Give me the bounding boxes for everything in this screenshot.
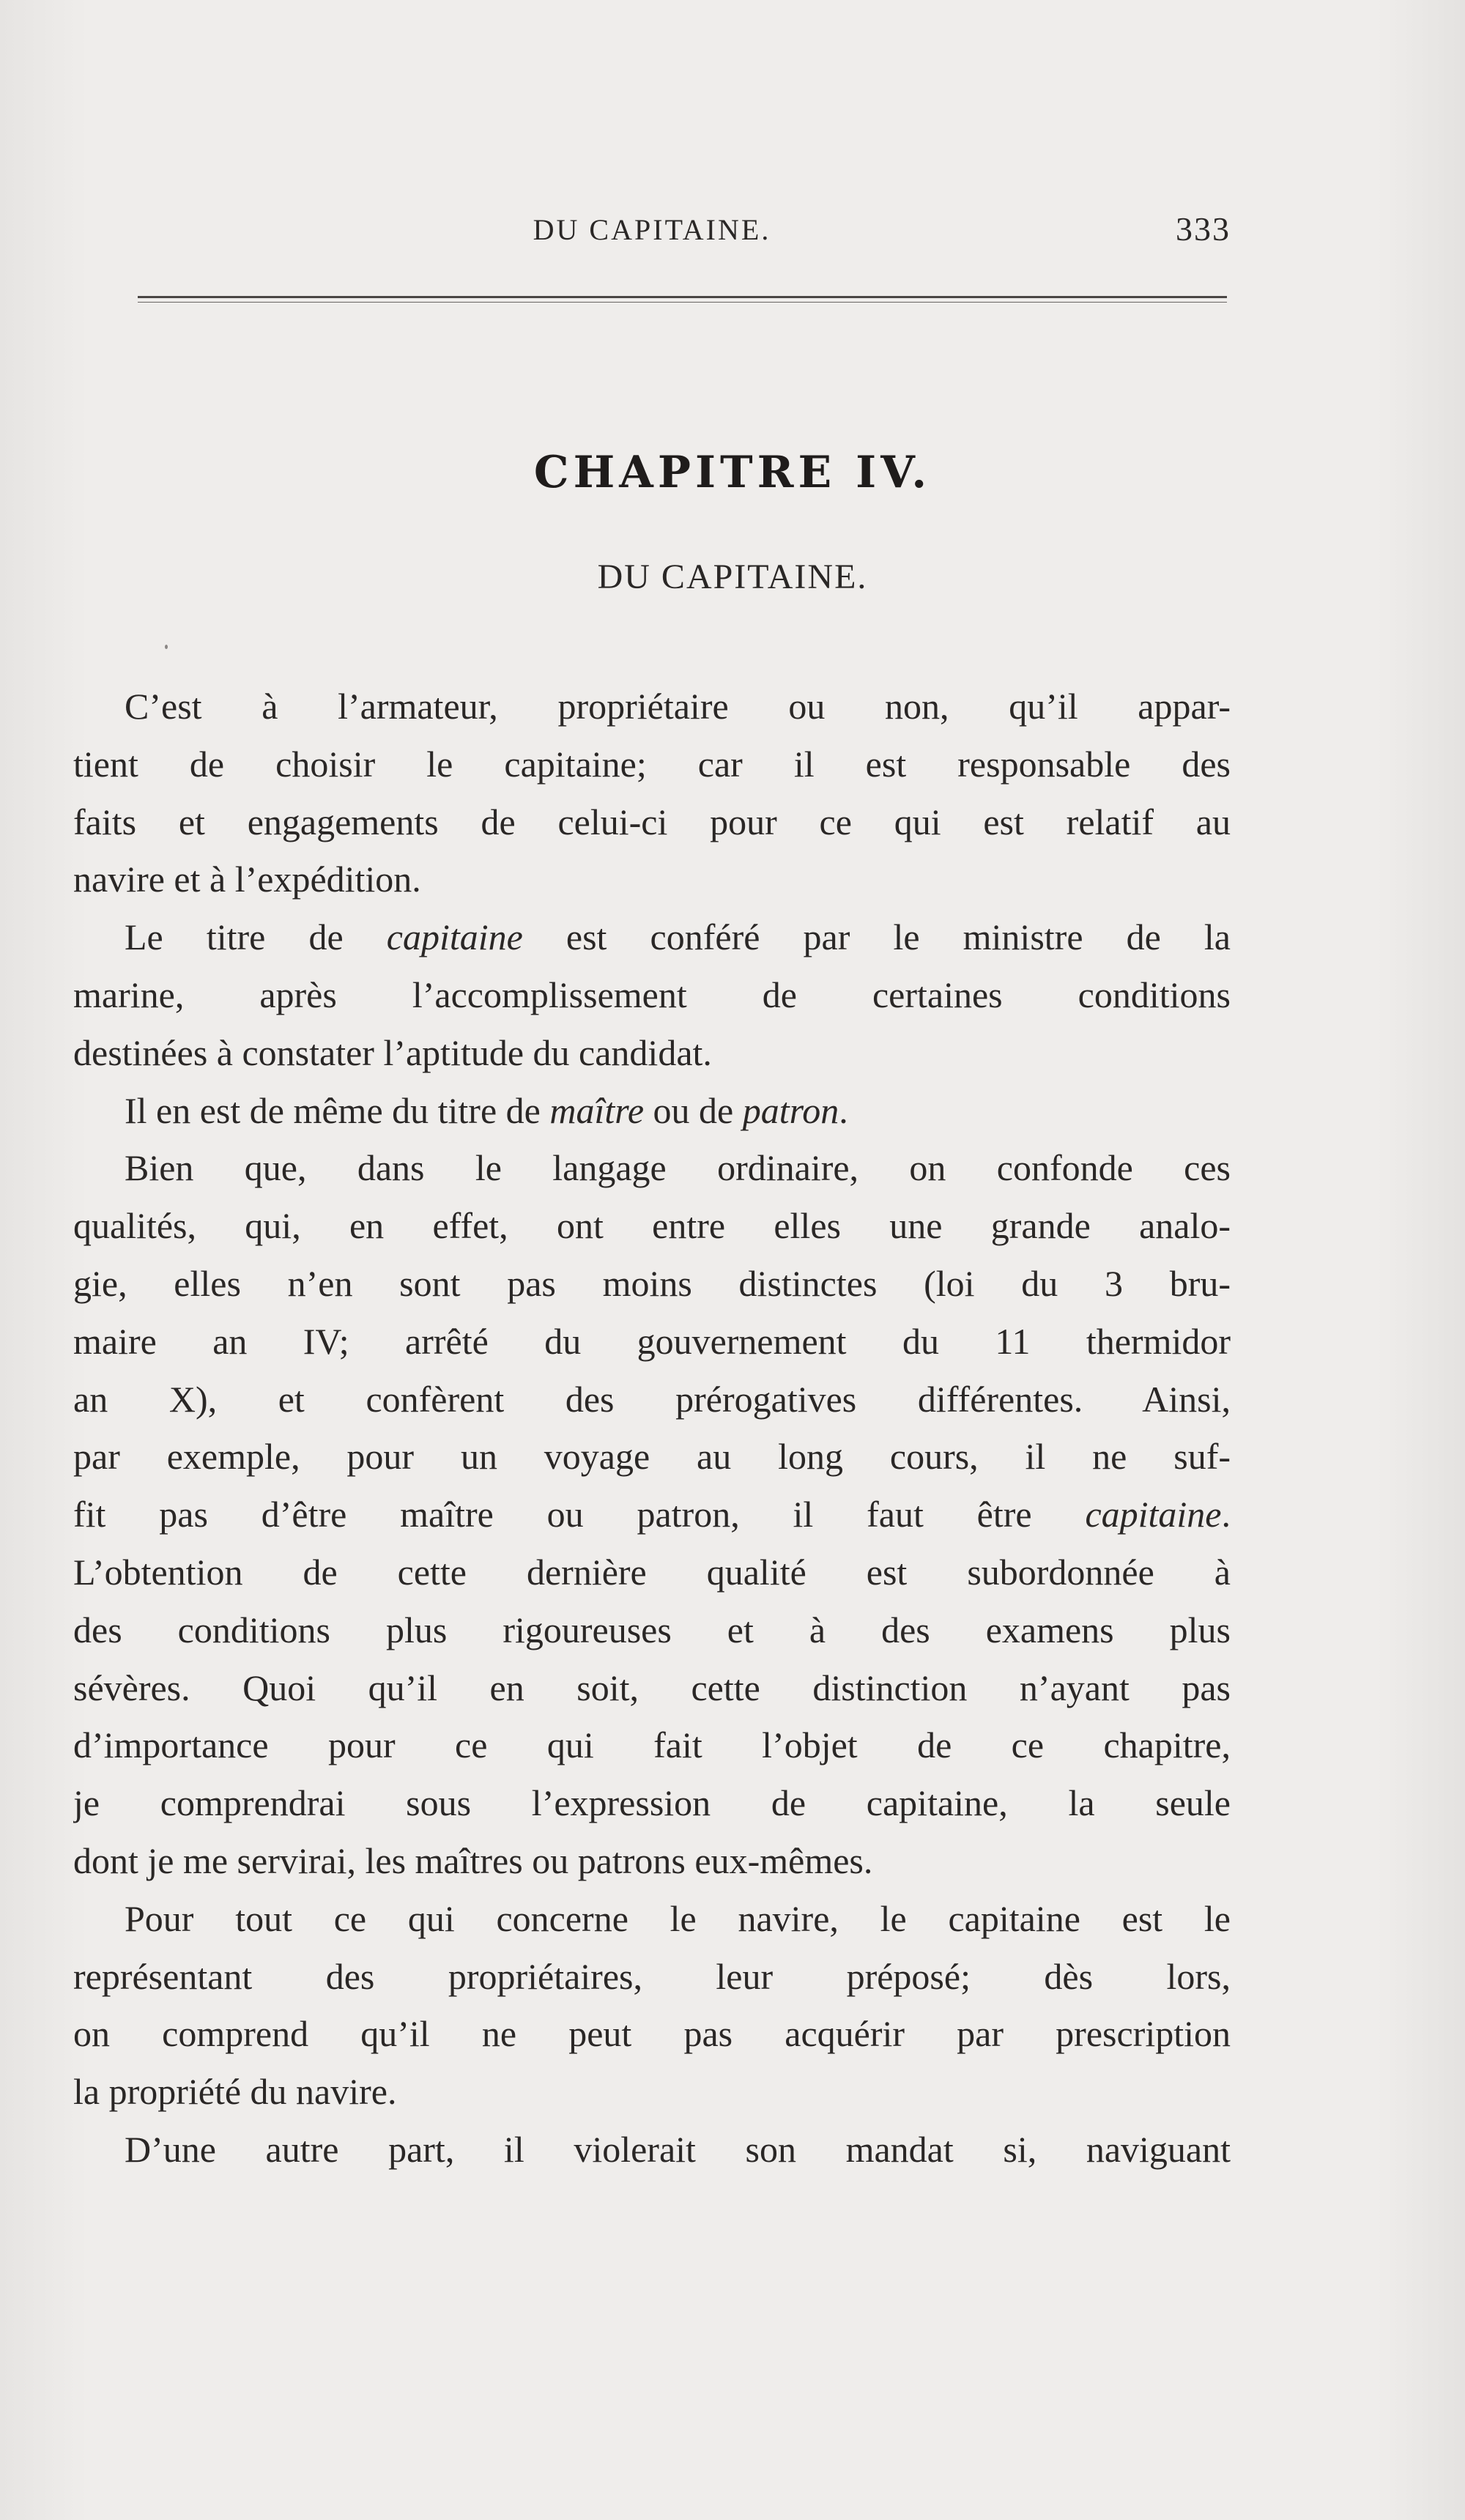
running-header: [73, 212, 1231, 256]
text-line: dont je me servirai, les maîtres ou patrons eux-mêmes.: [73, 1839, 873, 1881]
text-line: D’une autre part, il violerait son mandat si, naviguant: [125, 2128, 1231, 2170]
text-line: navire et à l’expédition.: [73, 859, 421, 900]
text-line: des conditions plus rigoureuses et à des examens plus: [73, 1609, 1231, 1650]
text-line: on comprend qu’il ne peut pas acquérir par prescription: [73, 2013, 1231, 2055]
text-run: Il en est de même du titre de: [125, 1089, 550, 1131]
page-number: 333: [1176, 210, 1231, 248]
text-line: d’importance pour ce qui fait l’objet de ce chapitre,: [73, 1724, 1231, 1766]
text-line: [73, 1082, 1231, 1140]
print-speck: [165, 645, 168, 649]
text-line: qualités, qui, en effet, ont entre elles une grande analo-: [73, 1205, 1231, 1247]
italic-term: patron: [742, 1089, 839, 1131]
text-run: est conféré par le ministre de la: [522, 916, 1231, 958]
text-line: [73, 1486, 1231, 1544]
chapter-subtitle: DU CAPITAINE.: [597, 557, 868, 596]
header-rule: [138, 296, 1227, 298]
text-line: L’obtention de cette dernière qualité est subordonnée à: [73, 1551, 1231, 1593]
text-line: Pour tout ce qui concerne le navire, le capitaine est le: [125, 1897, 1231, 1939]
text-line: je comprendrai sous l’expression de capitaine, la seule: [73, 1782, 1231, 1824]
text-line: faits et engagements de celui-ci pour ce qui est relatif au: [73, 801, 1231, 842]
text-line: marine, après l’accomplissement de certaines conditions: [73, 974, 1231, 1015]
text-line: destinées à constater l’aptitude du candidat.: [73, 1031, 712, 1073]
italic-term: capitaine: [386, 916, 523, 958]
text-line: représentant des propriétaires, leur préposé; dès lors,: [73, 1955, 1231, 1997]
text-line: la propriété du navire.: [73, 2071, 397, 2113]
text-line: an X), et confèrent des prérogatives différentes. Ainsi,: [73, 1378, 1231, 1420]
text-run: .: [839, 1089, 848, 1131]
text-run: Le titre de: [125, 916, 387, 958]
text-line: tient de choisir le capitaine; car il est responsable des: [73, 743, 1231, 785]
text-run: ou de: [644, 1089, 743, 1131]
running-title: DU CAPITAINE.: [533, 213, 771, 246]
text-run: .: [1221, 1494, 1231, 1535]
italic-term: capitaine: [1085, 1494, 1222, 1535]
text-line: maire an IV; arrêté du gouvernement du 11 thermidor: [73, 1320, 1231, 1362]
text-line: Bien que, dans le langage ordinaire, on confonde ces: [125, 1147, 1231, 1189]
chapter-title: CHAPITRE IV.: [533, 447, 932, 498]
body-text: [73, 678, 1231, 2179]
text-line: C’est à l’armateur, propriétaire ou non, qu’il appar-: [125, 686, 1231, 727]
text-line: par exemple, pour un voyage au long cours, il ne suf-: [73, 1436, 1231, 1478]
text-line: sévères. Quoi qu’il en soit, cette distinction n’ayant pas: [73, 1667, 1231, 1708]
italic-term: maître: [549, 1089, 645, 1131]
text-line: [73, 908, 1231, 966]
text-run: fit pas d’être maître ou patron, il faut être: [73, 1494, 1086, 1535]
header-rule-thin: [138, 302, 1227, 303]
text-line: gie, elles n’en sont pas moins distinctes (loi du 3 bru-: [73, 1262, 1231, 1304]
